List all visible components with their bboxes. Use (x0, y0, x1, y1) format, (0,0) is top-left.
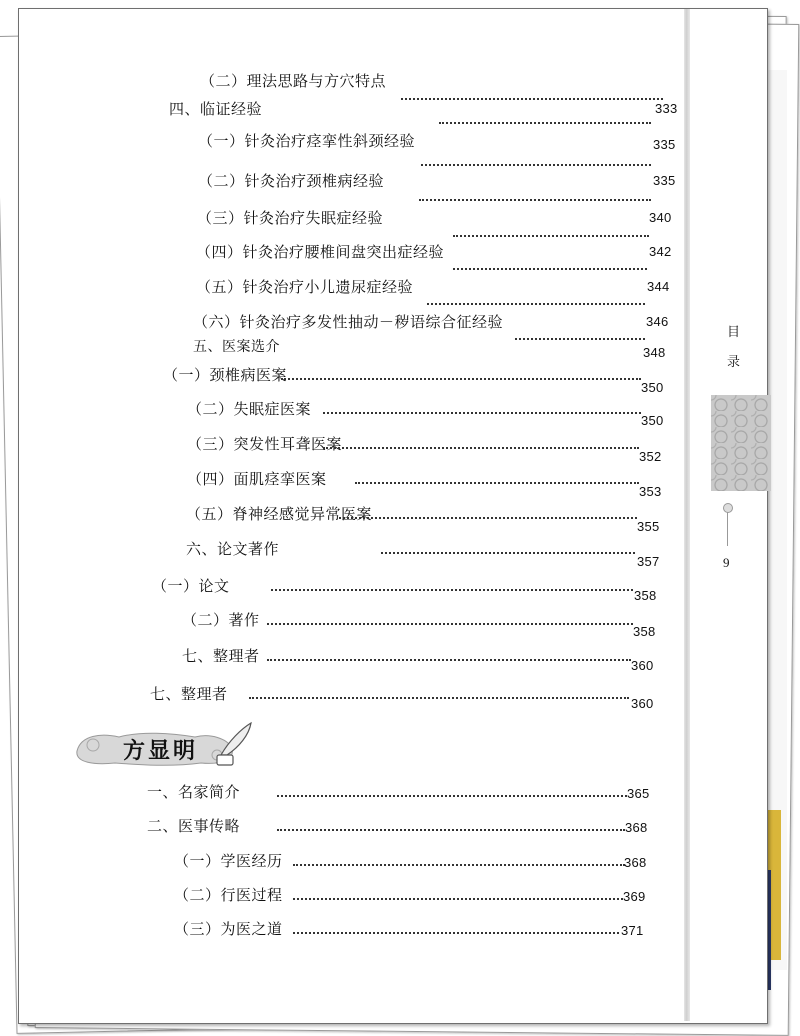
toc-leader-dots (419, 199, 651, 201)
toc-entry-page: 358 (633, 624, 656, 639)
toc-leader-dots (427, 303, 645, 305)
folio-page-number: 9 (723, 555, 730, 570)
toc-entry-title: 五、医案选介 (193, 339, 280, 355)
tab-knob (723, 503, 733, 513)
toc-entry-title: （二）针灸治疗颈椎病经验 (198, 172, 385, 190)
toc-leader-dots (421, 164, 651, 166)
section-title: 方显明 (123, 738, 199, 764)
toc-leader-dots (293, 932, 619, 934)
toc-entry-page: 344 (647, 279, 670, 294)
toc-entry-title: （一）颈椎病医案 (163, 366, 288, 384)
toc-entry-title: （四）针灸治疗腰椎间盘突出症经验 (196, 243, 445, 261)
toc-leader-dots (277, 795, 627, 797)
toc-entry-page: 368 (624, 855, 647, 870)
toc-entry-page: 365 (627, 786, 650, 801)
toc-entry-page: 355 (637, 519, 660, 534)
toc-entry-page: 340 (649, 210, 672, 225)
toc-entry-page: 369 (623, 889, 646, 904)
toc-entry-title: （一）论文 (152, 577, 230, 595)
toc-entry-title: （三）为医之道 (174, 920, 283, 938)
toc-entry-page: 333 (655, 101, 678, 116)
toc-entry-title: 七、整理者 (150, 685, 228, 703)
toc-leader-dots (453, 268, 647, 270)
tab-line (727, 512, 728, 546)
toc-leader-dots (293, 898, 623, 900)
toc-entry-title: 六、论文著作 (186, 540, 280, 558)
toc-entry-title: 七、整理者 (182, 647, 260, 665)
page-fold (684, 9, 690, 1021)
side-tab-label: 目 (727, 325, 741, 340)
toc-entry-title: （三）针灸治疗失眠症经验 (197, 209, 384, 227)
toc-entry-title: 二、医事传略 (147, 817, 241, 835)
toc-leader-dots (381, 552, 635, 554)
toc-entry-page: 368 (625, 820, 648, 835)
toc-entry-page: 348 (643, 345, 666, 360)
toc-leader-dots (249, 697, 629, 699)
toc-leader-dots (323, 412, 641, 414)
toc-leader-dots (355, 482, 639, 484)
toc-entry-page: 360 (631, 696, 654, 711)
toc-leader-dots (277, 829, 625, 831)
toc-entry-page: 352 (639, 449, 662, 464)
toc-entry-title: （二）行医过程 (174, 886, 283, 904)
toc-entry-title: （二）失眠症医案 (187, 400, 312, 418)
toc-page (18, 8, 768, 1024)
toc-entry-title: 一、名家简介 (147, 783, 241, 801)
toc-leader-dots (267, 659, 631, 661)
toc-leader-dots (323, 447, 639, 449)
toc-leader-dots (271, 589, 633, 591)
toc-leader-dots (281, 378, 641, 380)
toc-entry-page: 360 (631, 658, 654, 673)
toc-entry-title: （四）面肌痉挛医案 (187, 470, 327, 488)
toc-entry-title: （一）针灸治疗痉挛性斜颈经验 (198, 132, 416, 150)
toc-entry-page: 335 (653, 173, 676, 188)
toc-entry-page: 350 (641, 413, 664, 428)
cloud-pattern-tab (711, 395, 771, 491)
toc-entry-title: （六）针灸治疗多发性抽动－秽语综合征经验 (193, 313, 504, 331)
toc-entry-title: 四、临证经验 (169, 100, 263, 118)
toc-entry-page: 358 (634, 588, 657, 603)
toc-entry-title: （二）理法思路与方穴特点 (200, 72, 387, 90)
side-tab-label: 录 (727, 355, 741, 370)
toc-entry-page: 346 (646, 314, 669, 329)
toc-entry-page: 350 (641, 380, 664, 395)
toc-leader-dots (339, 517, 637, 519)
toc-entry-page: 357 (637, 554, 660, 569)
toc-leader-dots (515, 338, 645, 340)
toc-leader-dots (401, 98, 663, 100)
toc-entry-title: （二）著作 (182, 611, 260, 629)
toc-entry-title: （一）学医经历 (174, 852, 283, 870)
toc-entry-page: 353 (639, 484, 662, 499)
toc-leader-dots (453, 235, 649, 237)
toc-entry-title: （五）脊神经感觉异常医案 (186, 505, 373, 523)
toc-leader-dots (439, 122, 651, 124)
toc-entry-page: 371 (621, 923, 644, 938)
toc-entry-title: （五）针灸治疗小儿遗尿症经验 (196, 278, 414, 296)
toc-entry-page: 335 (653, 137, 676, 152)
toc-entry-title: （三）突发性耳聋医案 (187, 435, 343, 453)
toc-entry-page: 342 (649, 244, 672, 259)
toc-leader-dots (293, 864, 625, 866)
toc-leader-dots (267, 623, 633, 625)
